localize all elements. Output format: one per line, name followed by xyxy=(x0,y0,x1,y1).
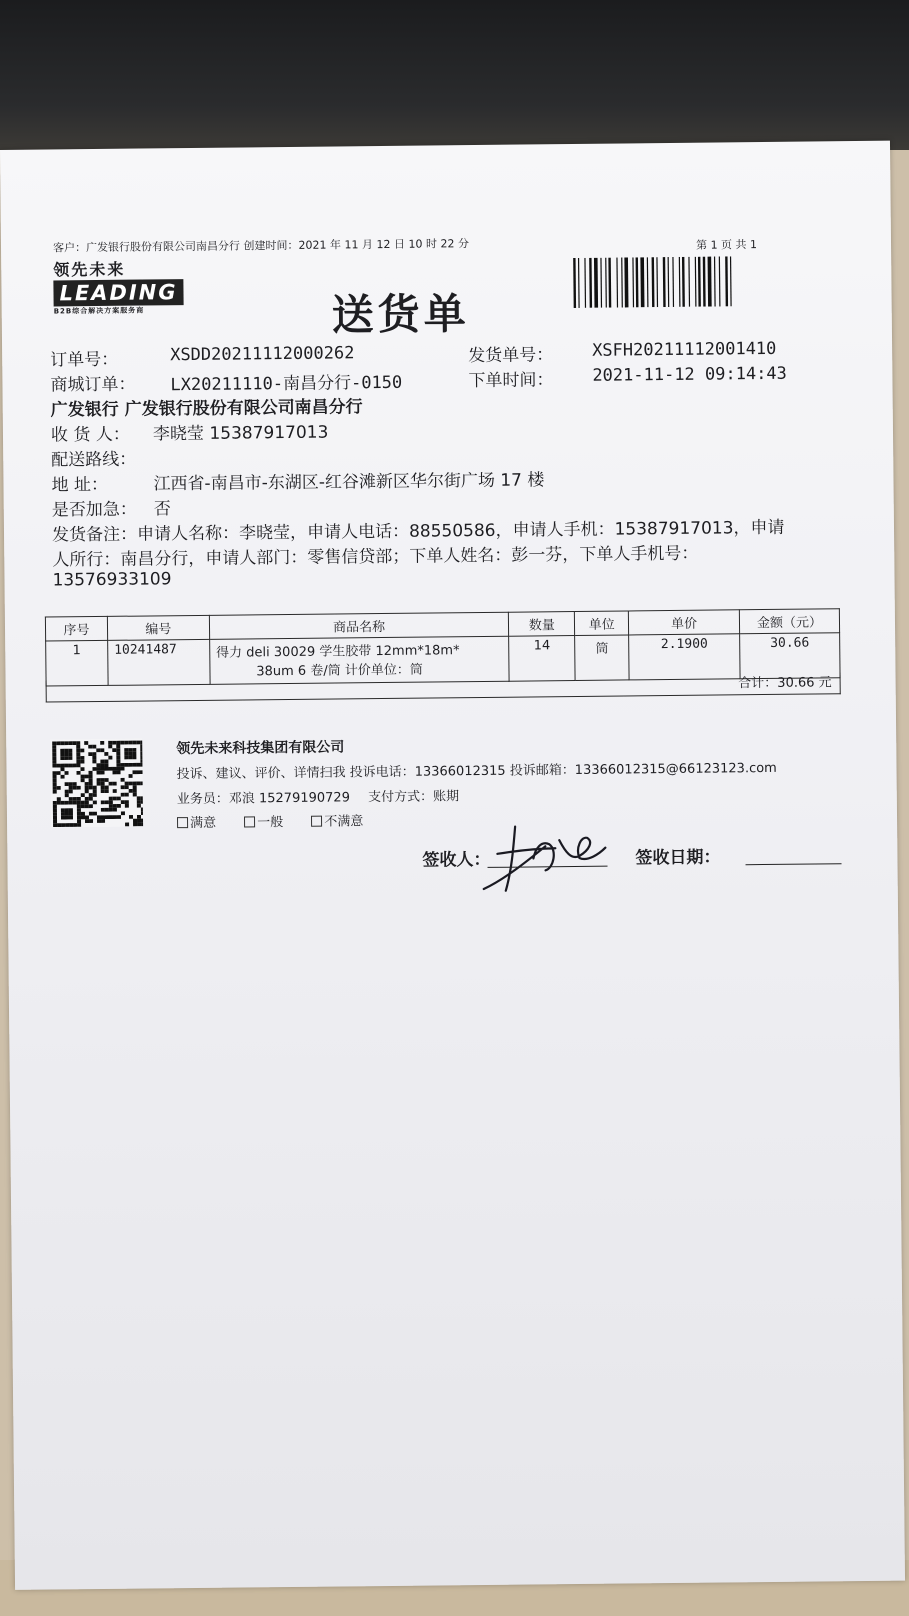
urgent-value: 否 xyxy=(153,499,171,520)
cell-price: 2.1900 xyxy=(629,634,740,680)
logo-en: LEADING xyxy=(53,279,183,306)
remark-line-2: 人所行：南昌分行，申请人部门：零售信贷部；下单人姓名：彭一芬，下单人手机号： xyxy=(52,543,699,571)
mall-order: LX20211110-南昌分行-0150 xyxy=(170,372,403,396)
sales-info xyxy=(177,785,459,807)
option-unsatisfied-label: 不满意 xyxy=(324,814,364,830)
receiver: 李晓莹 15387917013 xyxy=(152,422,329,445)
company-name: 广发银行 广发银行股份有限公司南昌分行 xyxy=(50,397,363,421)
logo-cn: 领先未来 xyxy=(53,259,126,280)
qr-code[interactable] xyxy=(50,739,143,828)
payment-label: 支付方式： xyxy=(368,789,434,806)
order-no-label: 订单号： xyxy=(50,349,119,371)
sales-value: 邓浪 15279190729 xyxy=(228,790,351,807)
option-unsatisfied[interactable] xyxy=(311,814,363,830)
checkbox-satisfied[interactable] xyxy=(177,817,188,828)
route-label: 配送路线： xyxy=(51,449,137,471)
sign-label: 签收人： xyxy=(422,849,491,871)
sign-date-line xyxy=(746,863,842,865)
option-normal-label: 一般 xyxy=(257,815,284,831)
document-title: 送货单 xyxy=(331,289,471,340)
cell-amount: 30.66 xyxy=(740,633,840,679)
satisfaction-options xyxy=(177,810,364,831)
dark-background xyxy=(0,0,909,150)
company-logo xyxy=(53,256,184,316)
col-header-amount: 金额（元） xyxy=(739,609,839,634)
col-header-name: 商品名称 xyxy=(209,612,509,639)
cell-unit: 筒 xyxy=(575,635,629,681)
col-header-price: 单价 xyxy=(629,610,740,635)
order-no: XSDD20211112000262 xyxy=(170,343,355,366)
sign-date-label: 签收日期： xyxy=(635,847,721,869)
option-satisfied-label: 满意 xyxy=(189,815,217,832)
cell-name-line-1: 得力 deli 30029 学生胶带 12mm*18m* xyxy=(216,643,460,661)
customer-line: 客户：广发银行股份有限公司南昌分行 创建时间：2021 年 11 月 12 日 10 时 22 分 xyxy=(52,237,470,255)
payment-value: 账期 xyxy=(433,789,460,805)
address: 江西省-南昌市-东湖区-红谷滩新区华尔街广场 17 楼 xyxy=(153,470,545,495)
col-header-unit: 单位 xyxy=(575,611,629,636)
option-normal[interactable] xyxy=(244,815,283,830)
remark-line-1: 发货备注：申请人名称：李晓莹，申请人电话：88550586，申请人手机：15387917013，申请 xyxy=(51,517,785,546)
barcode xyxy=(571,256,777,308)
ship-no: XSFH20211112001410 xyxy=(592,338,777,361)
ship-no-label: 发货单号： xyxy=(468,345,554,367)
logo-tagline: B2B综合解决方案服务商 xyxy=(53,306,145,316)
col-header-qty: 数量 xyxy=(509,612,575,637)
cell-seq: 1 xyxy=(46,640,108,686)
delivery-note-paper xyxy=(0,141,905,1590)
order-time-label: 下单时间： xyxy=(468,370,554,392)
remark-line-3: 13576933109 xyxy=(52,569,172,591)
sales-label: 业务员： xyxy=(176,791,229,808)
total-row: 合计：30.66 元 xyxy=(46,672,841,702)
checkbox-normal[interactable] xyxy=(244,816,255,827)
receiver-label: 收 货 人： xyxy=(50,424,130,446)
handwritten-signature xyxy=(475,818,616,897)
cell-qty: 14 xyxy=(509,636,575,682)
page-info: 第 1 页 共 1 xyxy=(695,238,758,252)
order-time: 2021-11-12 09:14:43 xyxy=(592,363,787,386)
col-header-code: 编号 xyxy=(107,615,209,640)
checkbox-unsatisfied[interactable] xyxy=(311,816,322,827)
cell-code: 10241487 xyxy=(108,639,210,685)
mall-order-label: 商城订单： xyxy=(50,374,136,396)
urgent-label: 是否加急： xyxy=(51,499,137,521)
address-label: 地 址： xyxy=(51,474,109,496)
col-header-seq: 序号 xyxy=(45,616,107,641)
option-satisfied[interactable] xyxy=(177,816,216,831)
cell-name-line-2: 38um 6 卷/筒 计价单位：筒 xyxy=(256,662,423,680)
footer-company: 领先未来科技集团有限公司 xyxy=(176,739,345,758)
complaint-line: 投诉、建议、评价、详情扫我 投诉电话：13366012315 投诉邮箱：13366012315@66123123.com xyxy=(176,760,777,783)
